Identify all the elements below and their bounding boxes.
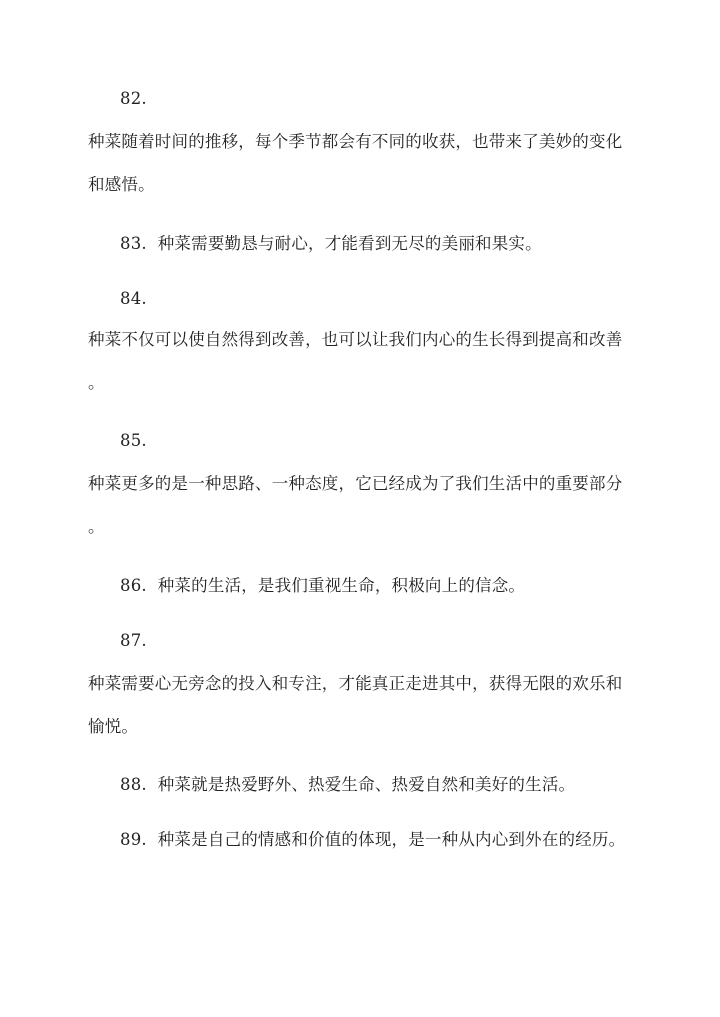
item-89 [120, 829, 625, 851]
item-88-text: 种菜就是热爱野外、热爱生命、热爱自然和美好的生活。 [157, 775, 576, 794]
item-84-number: 84. [120, 289, 147, 308]
item-88-number: 88. [120, 775, 147, 794]
item-82-number: 82. [120, 89, 147, 108]
item-82-text-line-2: 和感悟。 [88, 175, 155, 194]
item-83-text: 种菜需要勤恳与耐心，才能看到无尽的美丽和果实。 [157, 234, 542, 253]
item-86-number: 86. [120, 576, 147, 595]
item-87-number: 87. [120, 631, 147, 650]
item-87-text-line-1: 种菜需要心无旁念的投入和专注，才能真正走进其中，获得无限的欢乐和 [88, 674, 623, 693]
item-85-number: 85. [120, 431, 147, 450]
item-88 [120, 774, 575, 796]
item-89-number: 89. [120, 830, 147, 849]
item-86 [120, 575, 525, 597]
item-82-text-line-1: 种菜随着时间的推移，每个季节都会有不同的收获，也带来了美妙的变化 [88, 132, 623, 151]
item-85-text-line-1: 种菜更多的是一种思路、一种态度，它已经成为了我们生活中的重要部分 [88, 474, 623, 493]
item-83-number: 83. [120, 234, 147, 253]
item-86-text: 种菜的生活，是我们重视生命，积极向上的信念。 [157, 576, 526, 595]
item-89-text: 种菜是自己的情感和价值的体现，是一种从内心到外在的经历。 [157, 830, 626, 849]
item-84-text-line-1: 种菜不仅可以使自然得到改善，也可以让我们内心的生长得到提高和改善 [88, 330, 623, 349]
item-84-text-line-2: 。 [88, 373, 105, 392]
item-87-text-line-2: 愉悦。 [88, 717, 139, 736]
item-85-text-line-2: 。 [88, 517, 105, 536]
item-83 [120, 233, 542, 255]
